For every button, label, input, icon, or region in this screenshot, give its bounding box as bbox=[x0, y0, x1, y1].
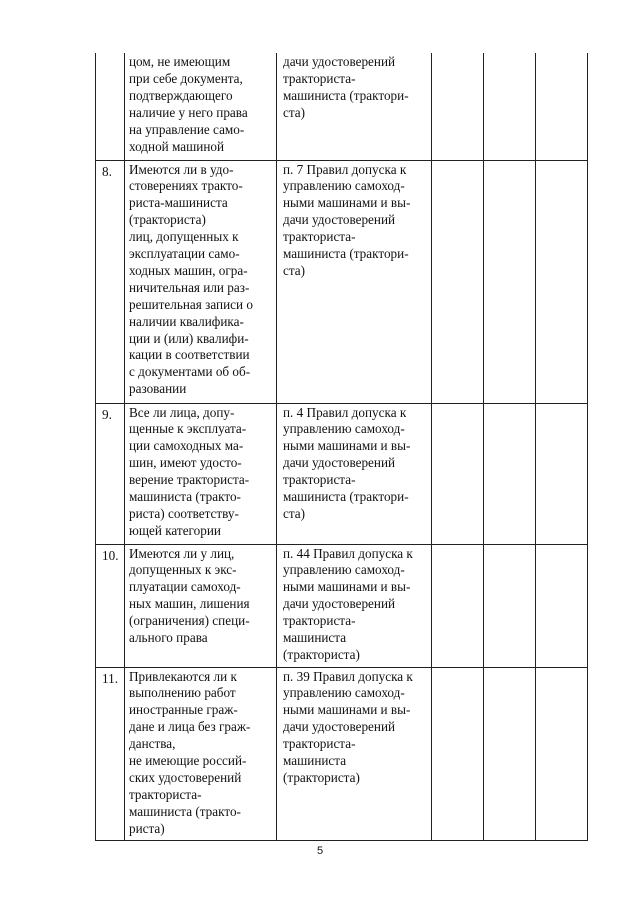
question-cell bbox=[125, 667, 277, 840]
text-line: стоверениях тракто- bbox=[129, 178, 243, 194]
table-row bbox=[96, 544, 588, 667]
answer-na-cell bbox=[536, 667, 588, 840]
text-line: допущенных к экс- bbox=[129, 562, 237, 578]
answer-yes-cell bbox=[432, 667, 484, 840]
text-line: ских удостоверений bbox=[129, 769, 242, 785]
text-line: (тракториста) bbox=[129, 212, 206, 228]
text-line: ными машинами и вы- bbox=[283, 579, 411, 595]
text-line: (тракториста) bbox=[283, 769, 360, 785]
answer-no-cell bbox=[484, 403, 536, 544]
text-line: ных машин, лишения bbox=[129, 596, 250, 612]
norm-reference-cell bbox=[277, 544, 432, 667]
text-line: риста-машиниста bbox=[129, 195, 228, 211]
answer-na-cell bbox=[536, 53, 588, 160]
text-line: ции и (или) квалифи- bbox=[129, 330, 249, 346]
text-line: тракториста- bbox=[283, 70, 356, 86]
text-line: управлению самоход- bbox=[283, 685, 405, 701]
norm-reference-cell bbox=[277, 53, 432, 160]
text-line: наличии квалифика- bbox=[129, 313, 244, 329]
text-line: на управление само- bbox=[129, 121, 245, 137]
text-line: Привлекаются ли к bbox=[129, 668, 237, 684]
answer-no-cell bbox=[484, 53, 536, 160]
text-line: риста) соответству- bbox=[129, 505, 239, 521]
text-line: п. 39 Правил допуска к bbox=[283, 668, 413, 684]
text-line: ста) bbox=[283, 104, 306, 120]
text-line: тракториста- bbox=[129, 786, 202, 802]
text-line: эксплуатации само- bbox=[129, 246, 240, 262]
text-line: ющей категории bbox=[129, 522, 221, 538]
text-line: тракториста- bbox=[283, 229, 356, 245]
text-line: плуатации самоход- bbox=[129, 579, 241, 595]
text-line: машиниста (трактори- bbox=[283, 489, 409, 505]
text-line: машиниста (трактори- bbox=[283, 87, 409, 103]
text-line: наличие у него права bbox=[129, 104, 248, 120]
norm-reference-cell bbox=[277, 403, 432, 544]
text-line: (ограничения) специ- bbox=[129, 613, 250, 629]
text-line: дачи удостоверений bbox=[283, 596, 396, 612]
text-line: ста) bbox=[283, 262, 306, 278]
checklist-table bbox=[95, 53, 588, 841]
text-line: тракториста- bbox=[283, 472, 356, 488]
text-line: ходной машиной bbox=[129, 138, 225, 154]
row-number-cell bbox=[96, 53, 125, 160]
text-line: выполнению работ bbox=[129, 685, 236, 701]
table-row bbox=[96, 160, 588, 403]
text-line: разовании bbox=[129, 381, 187, 397]
text-line: шин, имеют удосто- bbox=[129, 455, 242, 471]
text-line: ста) bbox=[283, 505, 306, 521]
row-number-cell: 9. bbox=[96, 403, 125, 544]
text-line: иностранные граж- bbox=[129, 702, 238, 718]
text-line: при себе документа, bbox=[129, 70, 243, 86]
question-cell bbox=[125, 160, 277, 403]
text-line: дачи удостоверений bbox=[283, 212, 396, 228]
row-number-cell: 10. bbox=[96, 544, 125, 667]
answer-na-cell bbox=[536, 403, 588, 544]
text-line: Имеются ли в удо- bbox=[129, 161, 234, 177]
text-line: управлению самоход- bbox=[283, 178, 405, 194]
row-number-cell: 11. bbox=[96, 667, 125, 840]
text-line: щенные к эксплуата- bbox=[129, 421, 247, 437]
page-number: 5 bbox=[316, 845, 324, 857]
answer-na-cell bbox=[536, 544, 588, 667]
text-line: управлению самоход- bbox=[283, 421, 405, 437]
text-line: тракториста- bbox=[283, 613, 356, 629]
text-line: верение тракториста- bbox=[129, 472, 250, 488]
text-line: п. 7 Правил допуска к bbox=[283, 161, 407, 177]
text-line: управлению самоход- bbox=[283, 562, 405, 578]
answer-yes-cell bbox=[432, 160, 484, 403]
text-line: подтверждающего bbox=[129, 87, 233, 103]
answer-yes-cell bbox=[432, 544, 484, 667]
checklist-body bbox=[96, 53, 588, 840]
text-line: данства, bbox=[129, 736, 176, 752]
text-line: машиниста (тракто- bbox=[129, 803, 241, 819]
text-line: машиниста (трактори- bbox=[283, 246, 409, 262]
answer-no-cell bbox=[484, 544, 536, 667]
table-row bbox=[96, 403, 588, 544]
text-line: п. 44 Правил допуска к bbox=[283, 545, 413, 561]
table-row bbox=[96, 53, 588, 160]
text-line: ными машинами и вы- bbox=[283, 195, 411, 211]
text-line: машиниста (тракто- bbox=[129, 489, 241, 505]
text-line: дачи удостоверений bbox=[283, 455, 396, 471]
text-line: цом, не имеющим bbox=[129, 54, 231, 69]
text-line: дане и лица без граж- bbox=[129, 719, 251, 735]
question-cell bbox=[125, 403, 277, 544]
text-line: с документами об об- bbox=[129, 364, 251, 380]
text-line: решительная записи о bbox=[129, 296, 253, 312]
text-line: тракториста- bbox=[283, 736, 356, 752]
text-line: (тракториста) bbox=[283, 646, 360, 662]
text-line: дачи удостоверений bbox=[283, 54, 396, 69]
question-cell bbox=[125, 544, 277, 667]
text-line: ными машинами и вы- bbox=[283, 438, 411, 454]
text-line: не имеющие россий- bbox=[129, 753, 247, 769]
norm-reference-cell bbox=[277, 160, 432, 403]
text-line: ничительная или раз- bbox=[129, 279, 250, 295]
table-row bbox=[96, 667, 588, 840]
answer-na-cell bbox=[536, 160, 588, 403]
text-line: риста) bbox=[129, 820, 165, 836]
question-cell bbox=[125, 53, 277, 160]
text-line: машиниста bbox=[283, 630, 347, 646]
text-line: ными машинами и вы- bbox=[283, 702, 411, 718]
text-line: Имеются ли у лиц, bbox=[129, 545, 235, 561]
text-line: ального права bbox=[129, 630, 208, 646]
text-line: дачи удостоверений bbox=[283, 719, 396, 735]
answer-yes-cell bbox=[432, 53, 484, 160]
text-line: Все ли лица, допу- bbox=[129, 404, 235, 420]
text-line: машиниста bbox=[283, 753, 347, 769]
answer-yes-cell bbox=[432, 403, 484, 544]
text-line: ции самоходных ма- bbox=[129, 438, 244, 454]
norm-reference-cell bbox=[277, 667, 432, 840]
text-line: лиц, допущенных к bbox=[129, 229, 239, 245]
text-line: ходных машин, огра- bbox=[129, 262, 248, 278]
answer-no-cell bbox=[484, 160, 536, 403]
text-line: кации в соответствии bbox=[129, 347, 250, 363]
text-line: п. 4 Правил допуска к bbox=[283, 404, 407, 420]
row-number-cell: 8. bbox=[96, 160, 125, 403]
answer-no-cell bbox=[484, 667, 536, 840]
